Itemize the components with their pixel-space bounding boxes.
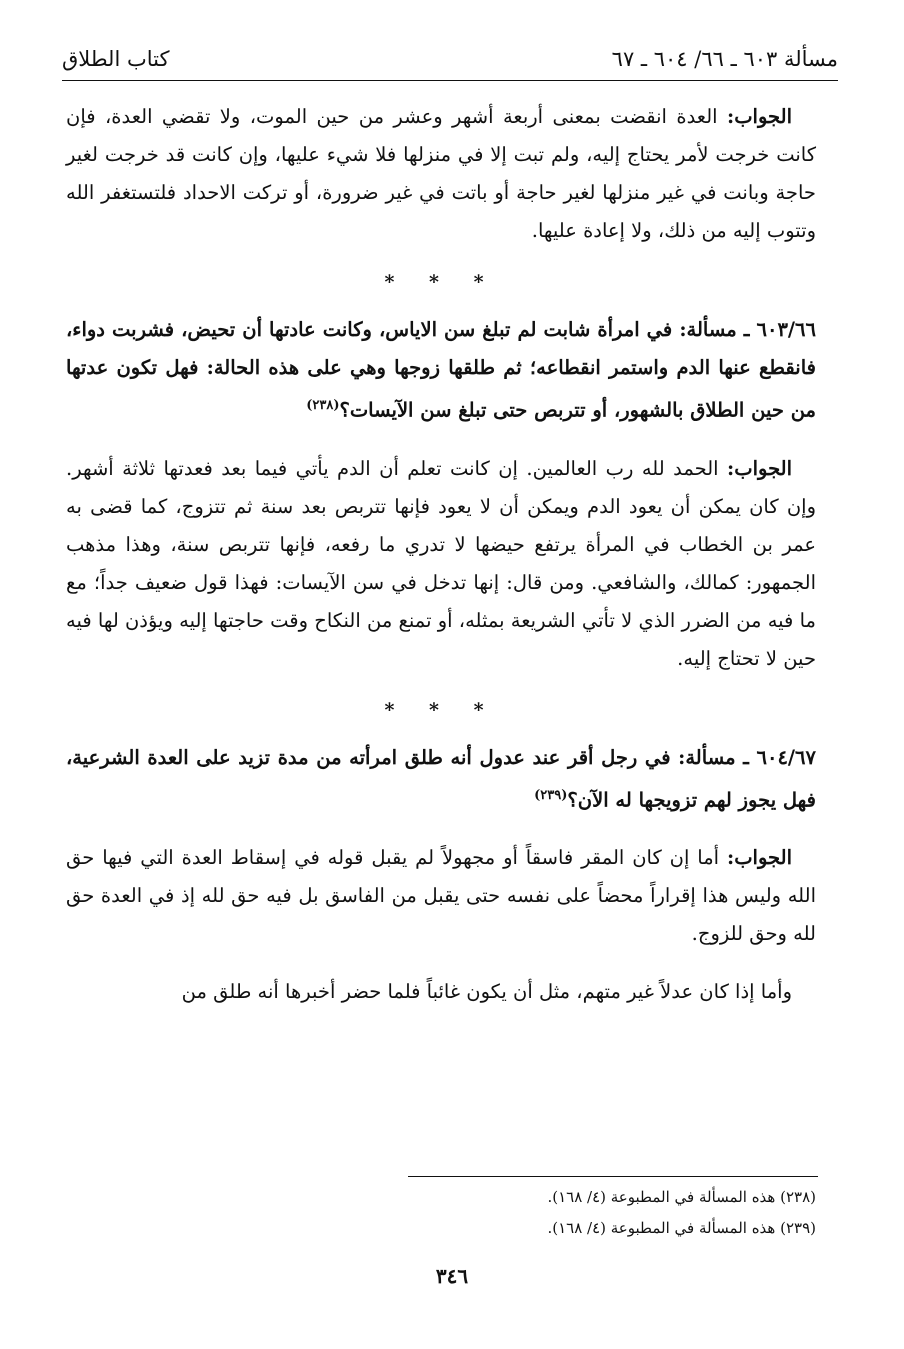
footnote-rule xyxy=(408,1176,818,1177)
answer-label: الجواب: xyxy=(727,846,792,869)
answer-paragraph-1 xyxy=(66,98,816,250)
question-text: في امرأة شابت لم تبلغ سن الاياس، وكانت عادتها أن تحيض، فشربت دواء، فانقطع عنها الدم واستمر انقطاعه؛ ثم طلقها زوجها وهي على هذه الحالة: فهل تكون عدتها من حين الطلاق بالشهور، أو تتربص حتى تبلغ سن الآيسات؟ xyxy=(66,318,816,422)
separator-stars: * * * xyxy=(384,271,498,293)
footnote-239: (٢٣٩) هذه المسألة في المطبوعة (٤/ ١٦٨). xyxy=(547,1219,816,1237)
question-603 xyxy=(66,311,816,430)
page-number: ٣٤٦ xyxy=(435,1264,469,1288)
answer-603 xyxy=(66,450,816,678)
answer-text: أما إن كان المقر فاسقاً أو مجهولاً لم يقبل قوله في إسقاط العدة التي فيها حق الله وليس هذا إقراراً محضاً على نفسه حتى يقبل من الفاسق بل فيه حق لله إذ في العدة حق لله وحق للزوج. xyxy=(66,846,816,945)
footnotes xyxy=(66,1182,816,1244)
question-number: ٦٠٤/٦٧ ـ مسألة: xyxy=(678,745,816,769)
book-title: كتاب الطلاق xyxy=(62,47,170,71)
answer-text: العدة انقضت بمعنى أربعة أشهر وعشر من حين الموت، ولا تقضي العدة، فإن كانت خرجت لأمر يحتاج إليه، ولم تبت إلا في منزلها فلا شيء عليها، وإن كانت قد خرجت لغير حاجة وبانت في غير منزلها لغير حاجة أو باتت في غير ضرورة، أو تركت الاحداد فلتستغفر الله وتتوب إليه من ذلك، ولا إعادة عليها. xyxy=(66,105,816,242)
answer-604-continuation: وأما إذا كان عدلاً غير متهم، مثل أن يكون غائباً فلما حضر أخبرها أنه طلق من xyxy=(181,980,792,1003)
issue-range: مسألة ٦٠٣ ـ ٦٦/ ٦٠٤ ـ ٦٧ xyxy=(611,47,838,71)
question-number: ٦٠٣/٦٦ ـ مسألة: xyxy=(679,318,817,341)
running-header xyxy=(62,22,838,80)
question-604 xyxy=(66,739,816,820)
footnote-238: (٢٣٨) هذه المسألة في المطبوعة (٤/ ١٦٨). xyxy=(547,1188,816,1206)
question-text: في رجل أقر عند عدول أنه طلق امرأته من مدة تزيد على العدة الشرعية، فهل يجوز لهم تزويجها له الآن؟ xyxy=(66,745,816,811)
page-body xyxy=(66,98,816,1011)
footnote-ref: (٢٣٨) xyxy=(306,398,340,413)
header-rule xyxy=(62,80,838,81)
footnote-ref: (٢٣٩) xyxy=(534,787,568,803)
separator-stars: * * * xyxy=(384,698,498,721)
answer-label: الجواب: xyxy=(727,105,792,128)
answer-label: الجواب: xyxy=(727,456,793,480)
answer-text: الحمد لله رب العالمين. إن كانت تعلم أن الدم يأتي فيما بعد فعدتها ثلاثة أشهر. وإن كان يمكن أن يعود الدم ويمكن أن لا يعود فإنها تتربص بعد سنة ثم تتزوج، كما قضى به عمر بن الخطاب في المرأة يرتفع حيضها لا تدري ما رفعه، فإنها تتربص سنة، وهذا مذهب الجمهور: كمالك، والشافعي. ومن قال: إنها تدخل في سن الآيسات: فهذا قول ضعيف جداً؛ مع ما فيه من الضرر الذي لا تأتي الشريعة بمثله، أو تمنع من النكاح وقت حاجتها إليه ويؤذن لها فيه حين لا تحتاج إليه. xyxy=(66,456,816,670)
answer-604 xyxy=(66,839,816,953)
